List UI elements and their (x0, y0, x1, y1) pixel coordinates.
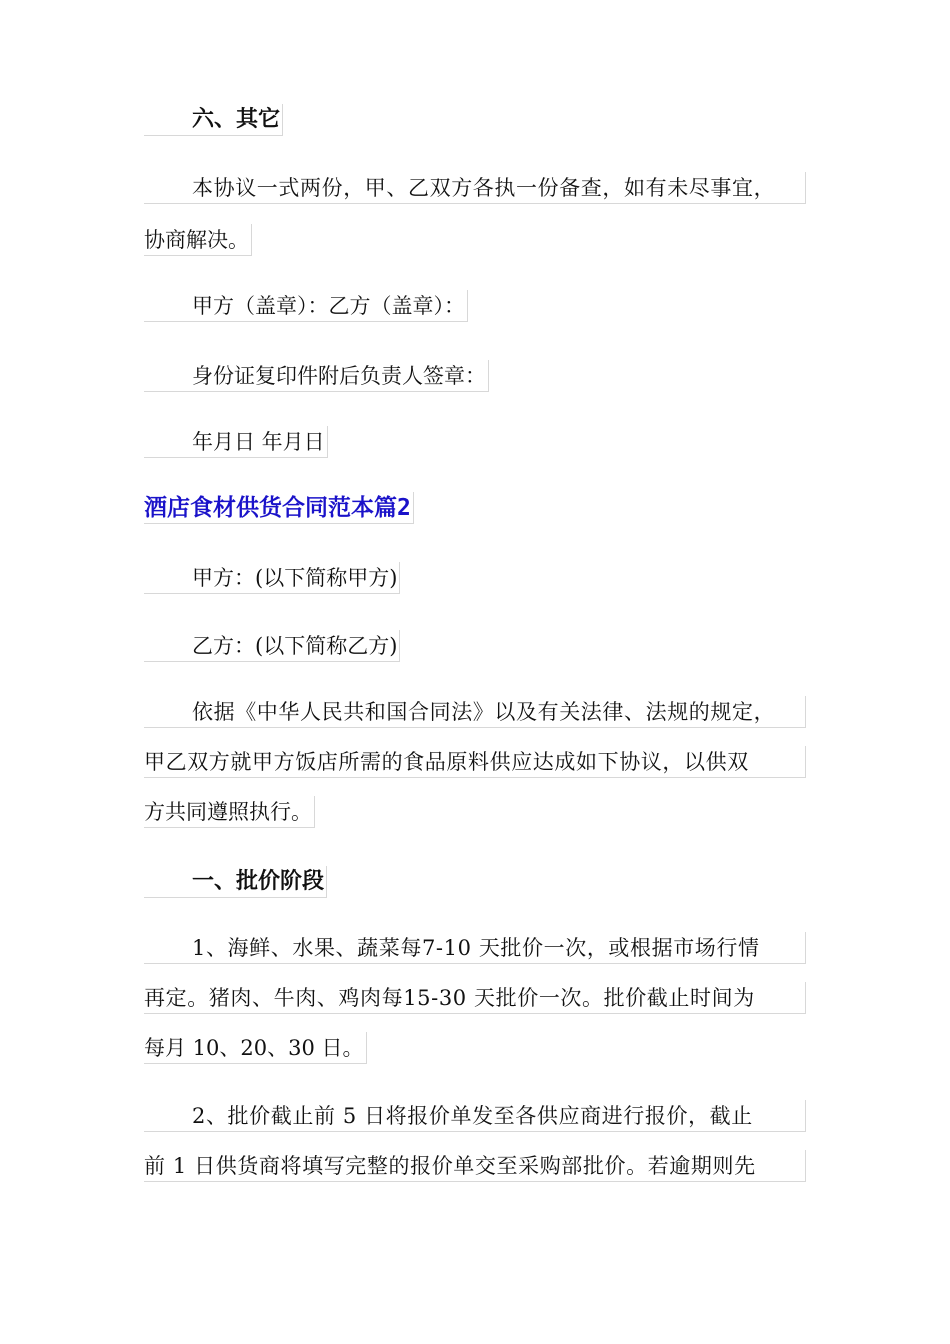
section-heading-pricing: 一、批价阶段 (144, 866, 327, 898)
paragraph-line: 甲乙双方就甲方饭店所需的食品原料供应达成如下协议，以供双 (144, 746, 806, 778)
date-line: 年月日 年月日 (144, 426, 328, 458)
paragraph-line: 协商解决。 (144, 224, 252, 256)
section-heading-other: 六、其它 (144, 104, 283, 136)
party-b-line: 乙方：(以下简称乙方) (144, 630, 400, 662)
paragraph-line: 前 1 日供货商将填写完整的报价单交至采购部批价。若逾期则先 (144, 1150, 806, 1182)
paragraph-line: 方共同遵照执行。 (144, 796, 315, 828)
contract-title: 酒店食材供货合同范本篇2 (144, 492, 414, 524)
party-a-line: 甲方：(以下简称甲方) (144, 562, 400, 594)
signature-line: 身份证复印件附后负责人签章： (144, 360, 489, 392)
paragraph-line: 每月 10、20、30 日。 (144, 1032, 367, 1064)
paragraph-line: 本协议一式两份，甲、乙双方各执一份备查，如有未尽事宜， (144, 172, 806, 204)
paragraph-line: 1、海鲜、水果、蔬菜每7-10 天批价一次，或根据市场行情 (144, 932, 806, 964)
paragraph-line: 依据《中华人民共和国合同法》以及有关法律、法规的规定， (144, 696, 806, 728)
paragraph-line: 2、批价截止前 5 日将报价单发至各供应商进行报价，截止 (144, 1100, 806, 1132)
signature-line: 甲方（盖章）：乙方（盖章）： (144, 290, 468, 322)
paragraph-line: 再定。猪肉、牛肉、鸡肉每15-30 天批价一次。批价截止时间为 (144, 982, 806, 1014)
